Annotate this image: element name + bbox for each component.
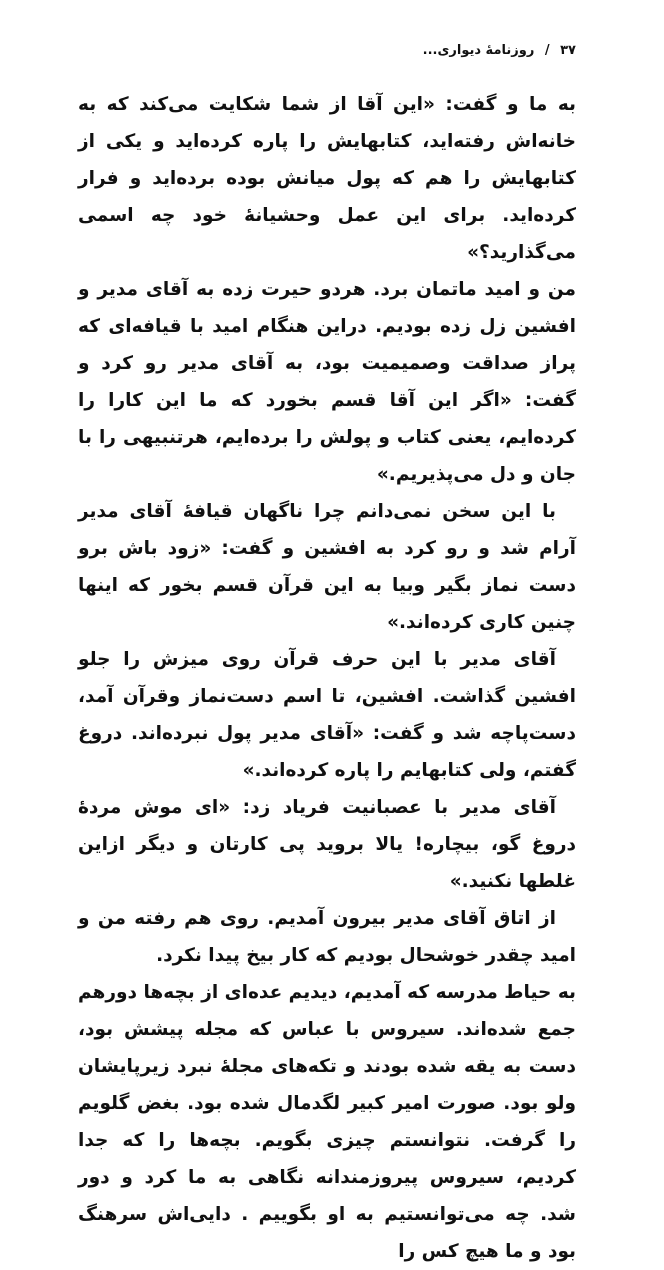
- paragraph-1: به ما و گفت: «این آقا از شما شکایت می‌کند که به خانه‌اش رفته‌اید، کتابهایش را پاره کرده‌اید و یکی از کتابهایش را هم که پول میانش بوده برده‌اید و فرار کرده‌اید. برای این عمل وحشیانهٔ خود چه اسمی می‌گذارید؟»: [78, 94, 576, 263]
- paragraph-4: آقای مدیر با این حرف قرآن روی میزش را جلو افشین گذاشت. افشین، تا اسم دست‌نماز وقرآن آمد، دست‌پاچه شد و گفت: «آقای مدیر پول نبرده‌اند. دروغ گفتم، ولی کتابهایم را پاره کرده‌اند.»: [78, 649, 576, 781]
- paragraph-6: از اتاق آقای مدیر بیرون آمدیم. روی هم رفته من و امید چقدر خوشحال بودیم که کار بیخ پیدا نکرد.: [78, 908, 576, 966]
- running-title: روزنامهٔ دیواری...: [422, 43, 535, 58]
- paragraph-7: به حیاط مدرسه که آمدیم، دیدیم عده‌ای از بچه‌ها دورهم جمع شده‌اند. سیروس با عباس که مجله پیشش بود، دست به یقه شده بودند و تکه‌های مجلهٔ نبرد زیرپایشان ولو بود. صورت امیر کبیر لگدمال شده بود. بغض گلویم را گرفت. نتوانستم چیزی بگویم. بچه‌ها را که جدا کردیم، سیروس پیروزمندانه نگاهی به ما کرد و دور شد. چه می‌توانستیم به او بگوییم . دایی‌اش سرهنگ بود و ما هیچ کس را: [78, 982, 576, 1262]
- paragraph-5: آقای مدیر با عصبانیت فریاد زد: «ای موش مردهٔ دروغ گو، بیچاره! یالا بروید پی کارتان و دیگر ازاین غلطها نکنید.»: [78, 797, 576, 892]
- header-separator: /: [544, 43, 550, 58]
- running-header: [78, 40, 576, 62]
- paragraph-2: من و امید ماتمان برد. هردو حیرت زده به آقای مدیر و افشین زل زده بودیم. دراین هنگام امید با قیافه‌ای که پراز صداقت وصمیمیت بود، به آقای مدیر رو کرد و گفت: «اگر این آقا قسم بخورد که ما این کارا را کرده‌ایم، یعنی کتاب و پولش را برده‌ایم، هرتنبیهی را با جان و دل می‌پذیریم.»: [78, 279, 576, 485]
- paragraph-3: با این سخن نمی‌دانم چرا ناگهان قیافهٔ آقای مدیر آرام شد و رو کرد به افشین و گفت: «زود باش برو دست نماز بگیر وبیا به این قرآن قسم بخور که اینها چنین کاری کرده‌اند.»: [78, 501, 576, 633]
- page-number: ۳۷: [560, 43, 576, 58]
- body-text: [78, 86, 576, 1270]
